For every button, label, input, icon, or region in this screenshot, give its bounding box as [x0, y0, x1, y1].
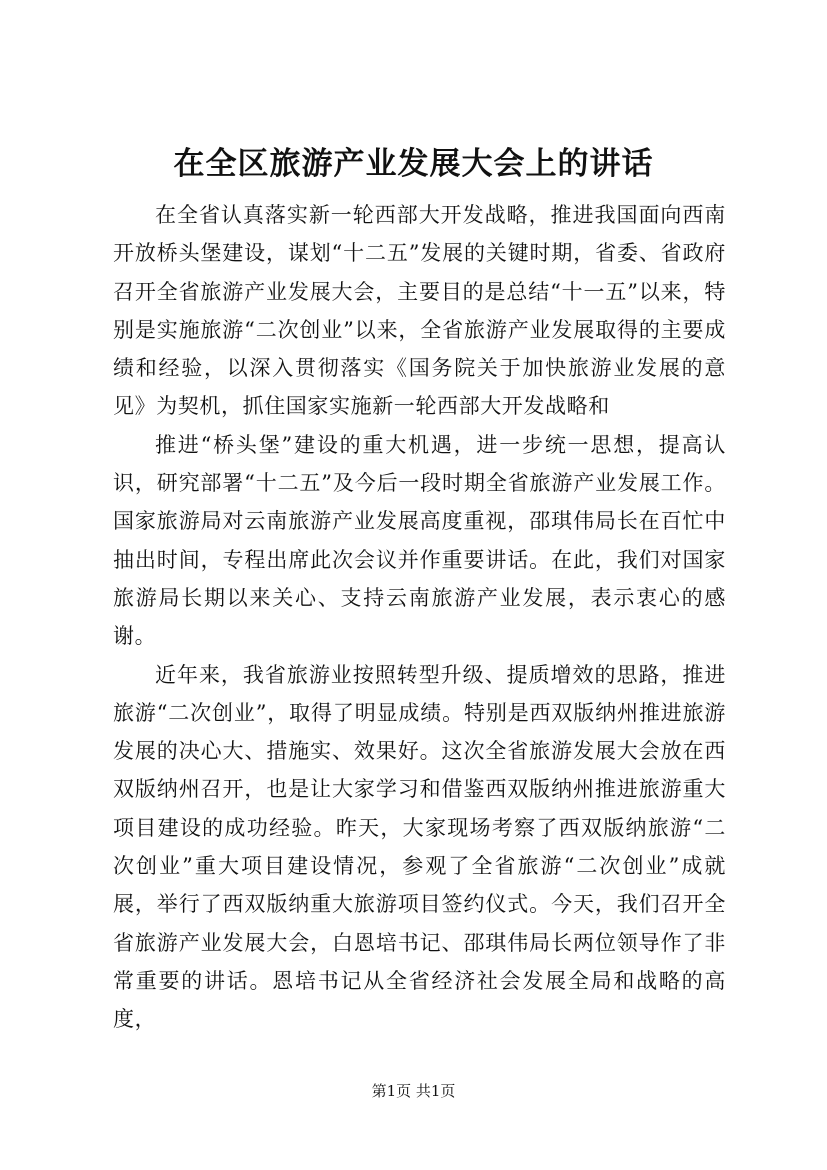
document-body	[113, 196, 726, 1039]
document-title: 在全区旅游产业发展大会上的讲话	[173, 146, 654, 182]
paragraph-1: 在全省认真落实新一轮西部大开发战略，推进我国面向西南开放桥头堡建设，谋划“十二五”发展的关键时期，省委、省政府召开全省旅游产业发展大会，主要目的是总结“十一五”以来，特别是实施旅游“二次创业”以来，全省旅游产业发展取得的主要成绩和经验，以深入贯彻落实《国务院关于加快旅游业发展的意见》为契机，抓住国家实施新一轮西部大开发战略和	[113, 203, 726, 419]
paragraph-3: 近年来，我省旅游业按照转型升级、提质增效的思路，推进旅游“二次创业”，取得了明显成绩。特别是西双版纳州推进旅游发展的决心大、措施实、效果好。这次全省旅游发展大会放在西双版纳州召开，也是让大家学习和借鉴西双版纳州推进旅游重大项目建设的成功经验。昨天，大家现场考察了西双版纳旅游“二次创业”重大项目建设情况，参观了全省旅游“二次创业”成就展，举行了西双版纳重大旅游项目签约仪式。今天，我们召开全省旅游产业发展大会，白恩培书记、邵琪伟局长两位领导作了非常重要的讲话。恩培书记从全省经济社会发展全局和战略的高度，	[113, 662, 726, 1032]
paragraph-2: 推进“桥头堡”建设的重大机遇，进一步统一思想，提高认识，研究部署“十二五”及今后一段时期全省旅游产业发展工作。国家旅游局对云南旅游产业发展高度重视，邵琪伟局长在百忙中抽出时间，专程出席此次会议并作重要讲话。在此，我们对国家旅游局长期以来关心、支持云南旅游产业发展，表示衷心的感谢。	[113, 432, 726, 649]
page-footer: 第1页 共1页	[371, 1082, 456, 1100]
